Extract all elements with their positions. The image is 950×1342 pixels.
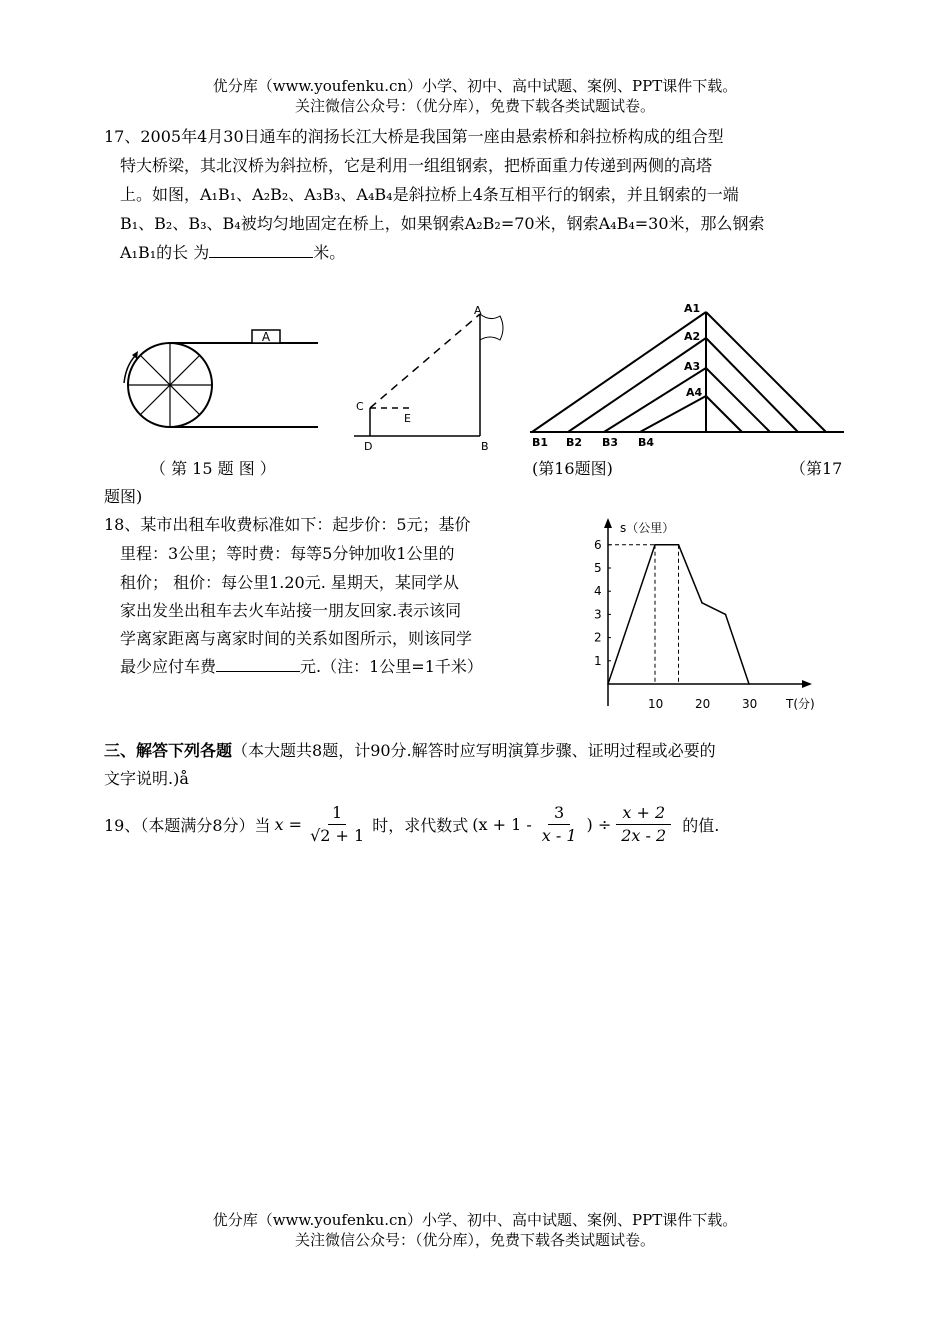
data-point — [748, 683, 750, 685]
y-tick-label: 4 — [594, 584, 602, 599]
q19-fraction-2 — [536, 802, 583, 847]
figure-16 — [348, 300, 523, 455]
y-tick-label: 5 — [594, 561, 602, 575]
y-tick-label: 2 — [594, 630, 602, 645]
q19-expr-open: (x + 1 - — [472, 814, 532, 834]
y-axis-label: s（公里） — [620, 521, 675, 535]
q17-line5-suffix: 米。 — [313, 243, 346, 262]
x-axis-label: T(分) — [786, 697, 815, 711]
q17-line2: 特大桥梁，其北汊桥为斜拉桥，它是利用一组组钢索，把桥面重力传递到两侧的高塔 — [120, 156, 713, 175]
q17-line4: B₁、B₂、B₃、B₄被均匀地固定在桥上，如果钢索A₂B₂=70米，钢索A₄B₄=30米，那么钢索 — [120, 214, 765, 233]
cable-a1b1 — [532, 312, 706, 432]
caption-fig17a: （第17 — [790, 459, 843, 478]
label-c: C — [356, 400, 364, 413]
data-point — [725, 614, 727, 616]
page-header-line1: 优分库（www.youfenku.cn）小学、初中、高中试题、案例、PPT课件下载。 — [212, 77, 738, 95]
sight-line — [370, 314, 480, 408]
cable-a2b2 — [568, 338, 706, 432]
label-b2: B2 — [566, 436, 583, 449]
cable-a4b4 — [640, 396, 706, 432]
q18-line1: 18、某市出租车收费标准如下：起步价：5元；基价 — [104, 515, 471, 534]
page-header-line2: 关注微信公众号：（优分库），免费下载各类试题试卷。 — [294, 97, 655, 115]
section3-line1 — [104, 736, 716, 765]
q19-line — [104, 796, 719, 852]
q19-frac2-num: 3 — [548, 802, 570, 825]
label-d: D — [364, 440, 373, 453]
q18-line2: 里程：3公里；等时费：每等5分钟加收1公里的 — [120, 544, 455, 563]
rotation-arrow — [124, 355, 136, 383]
label-a: A — [474, 304, 482, 317]
q18-line4: 家出发坐出租车去火车站接一朋友回家.表示该同 — [120, 601, 462, 620]
figure-17 — [528, 296, 848, 456]
q18-line6-prefix: 最少应付车费 — [120, 657, 217, 676]
data-point — [607, 683, 609, 685]
cable-a3b3 — [604, 368, 706, 432]
cable-right-3 — [706, 368, 770, 432]
y-axis-arrow-icon — [604, 518, 612, 528]
q19-frac1-num: 1 — [328, 802, 346, 825]
label-a1: A1 — [684, 302, 701, 315]
flag-icon — [480, 314, 503, 340]
page-footer-line2: 关注微信公众号：（优分库），免费下载各类试题试卷。 — [294, 1231, 655, 1249]
caption-fig15: （ 第 15 题 图 ） — [150, 459, 276, 478]
q18-line5: 学离家距离与离家时间的关系如图所示，则该同学 — [120, 629, 473, 648]
q18-line6-suffix: 元.（注：1公里=1千米） — [300, 657, 483, 676]
distance-series-line — [608, 545, 749, 684]
section3-desc: （本大题共8题，计90分.解答时应写明演算步骤、证明过程或必要的 — [232, 741, 716, 760]
figure-15 — [118, 325, 328, 435]
q19-mid: 时，求代数式 — [372, 815, 469, 835]
label-b1: B1 — [532, 436, 549, 449]
q18-line6 — [120, 652, 483, 681]
answer-blank-17[interactable] — [209, 241, 313, 258]
x-tick-label: 30 — [742, 697, 758, 711]
q17-line1: 17、2005年4月30日通车的润扬长江大桥是我国第一座由悬索桥和斜拉桥构成的组合型 — [104, 127, 724, 146]
cable-right-4 — [706, 396, 742, 432]
x-tick-label: 10 — [648, 697, 664, 711]
q18-line3: 租价； 租价：每公里1.20元. 星期天，某同学从 — [120, 573, 459, 592]
data-point — [678, 544, 680, 546]
q19-frac3-num: x + 2 — [616, 802, 671, 825]
q19-prefix: 19、（本题满分8分）当 — [104, 815, 271, 835]
y-tick-label: 6 — [594, 537, 602, 552]
caption-fig17b: 题图) — [104, 487, 143, 506]
section3-desc2: 文字说明.)å — [104, 769, 189, 788]
answer-blank-18[interactable] — [216, 655, 300, 672]
q19-frac1-den: √2 + 1 — [310, 825, 365, 845]
label-b3: B3 — [602, 436, 619, 449]
label-a3: A3 — [684, 360, 701, 373]
distance-time-chart — [580, 514, 840, 718]
x-axis-arrow-icon — [802, 680, 812, 688]
q17-line5 — [120, 238, 345, 267]
label-a: A — [261, 330, 271, 344]
label-a2: A2 — [684, 330, 701, 343]
y-tick-label: 1 — [594, 653, 602, 668]
q19-x-var: x = — [274, 814, 303, 834]
data-point — [701, 602, 703, 604]
q17-line3: 上。如图，A₁B₁、A₂B₂、A₃B₃、A₄B₄是斜拉桥上4条互相平行的钢索，并且钢索的一端 — [120, 185, 739, 204]
caption-fig16: (第16题图) — [532, 459, 613, 478]
q19-frac2-den: x - 1 — [541, 825, 577, 845]
label-b: B — [481, 440, 489, 453]
section3-title: 三、解答下列各题 — [104, 741, 233, 760]
q19-fraction-3 — [615, 802, 672, 847]
q17-line5-prefix: A₁B₁的长 为 — [120, 243, 210, 262]
q19-suffix: 的值. — [682, 815, 720, 835]
label-e: E — [404, 412, 411, 425]
y-tick-label: 3 — [594, 607, 602, 622]
data-point — [654, 544, 656, 546]
q19-expr-close: ) ÷ — [586, 814, 612, 834]
cable-right-2 — [706, 338, 798, 432]
label-a4: A4 — [686, 386, 703, 399]
x-tick-label: 20 — [695, 697, 711, 711]
q19-frac3-den: 2x - 2 — [621, 825, 667, 845]
page-footer-line1: 优分库（www.youfenku.cn）小学、初中、高中试题、案例、PPT课件下载。 — [212, 1211, 738, 1229]
q19-fraction-1 — [306, 802, 368, 847]
label-b4: B4 — [638, 436, 655, 449]
